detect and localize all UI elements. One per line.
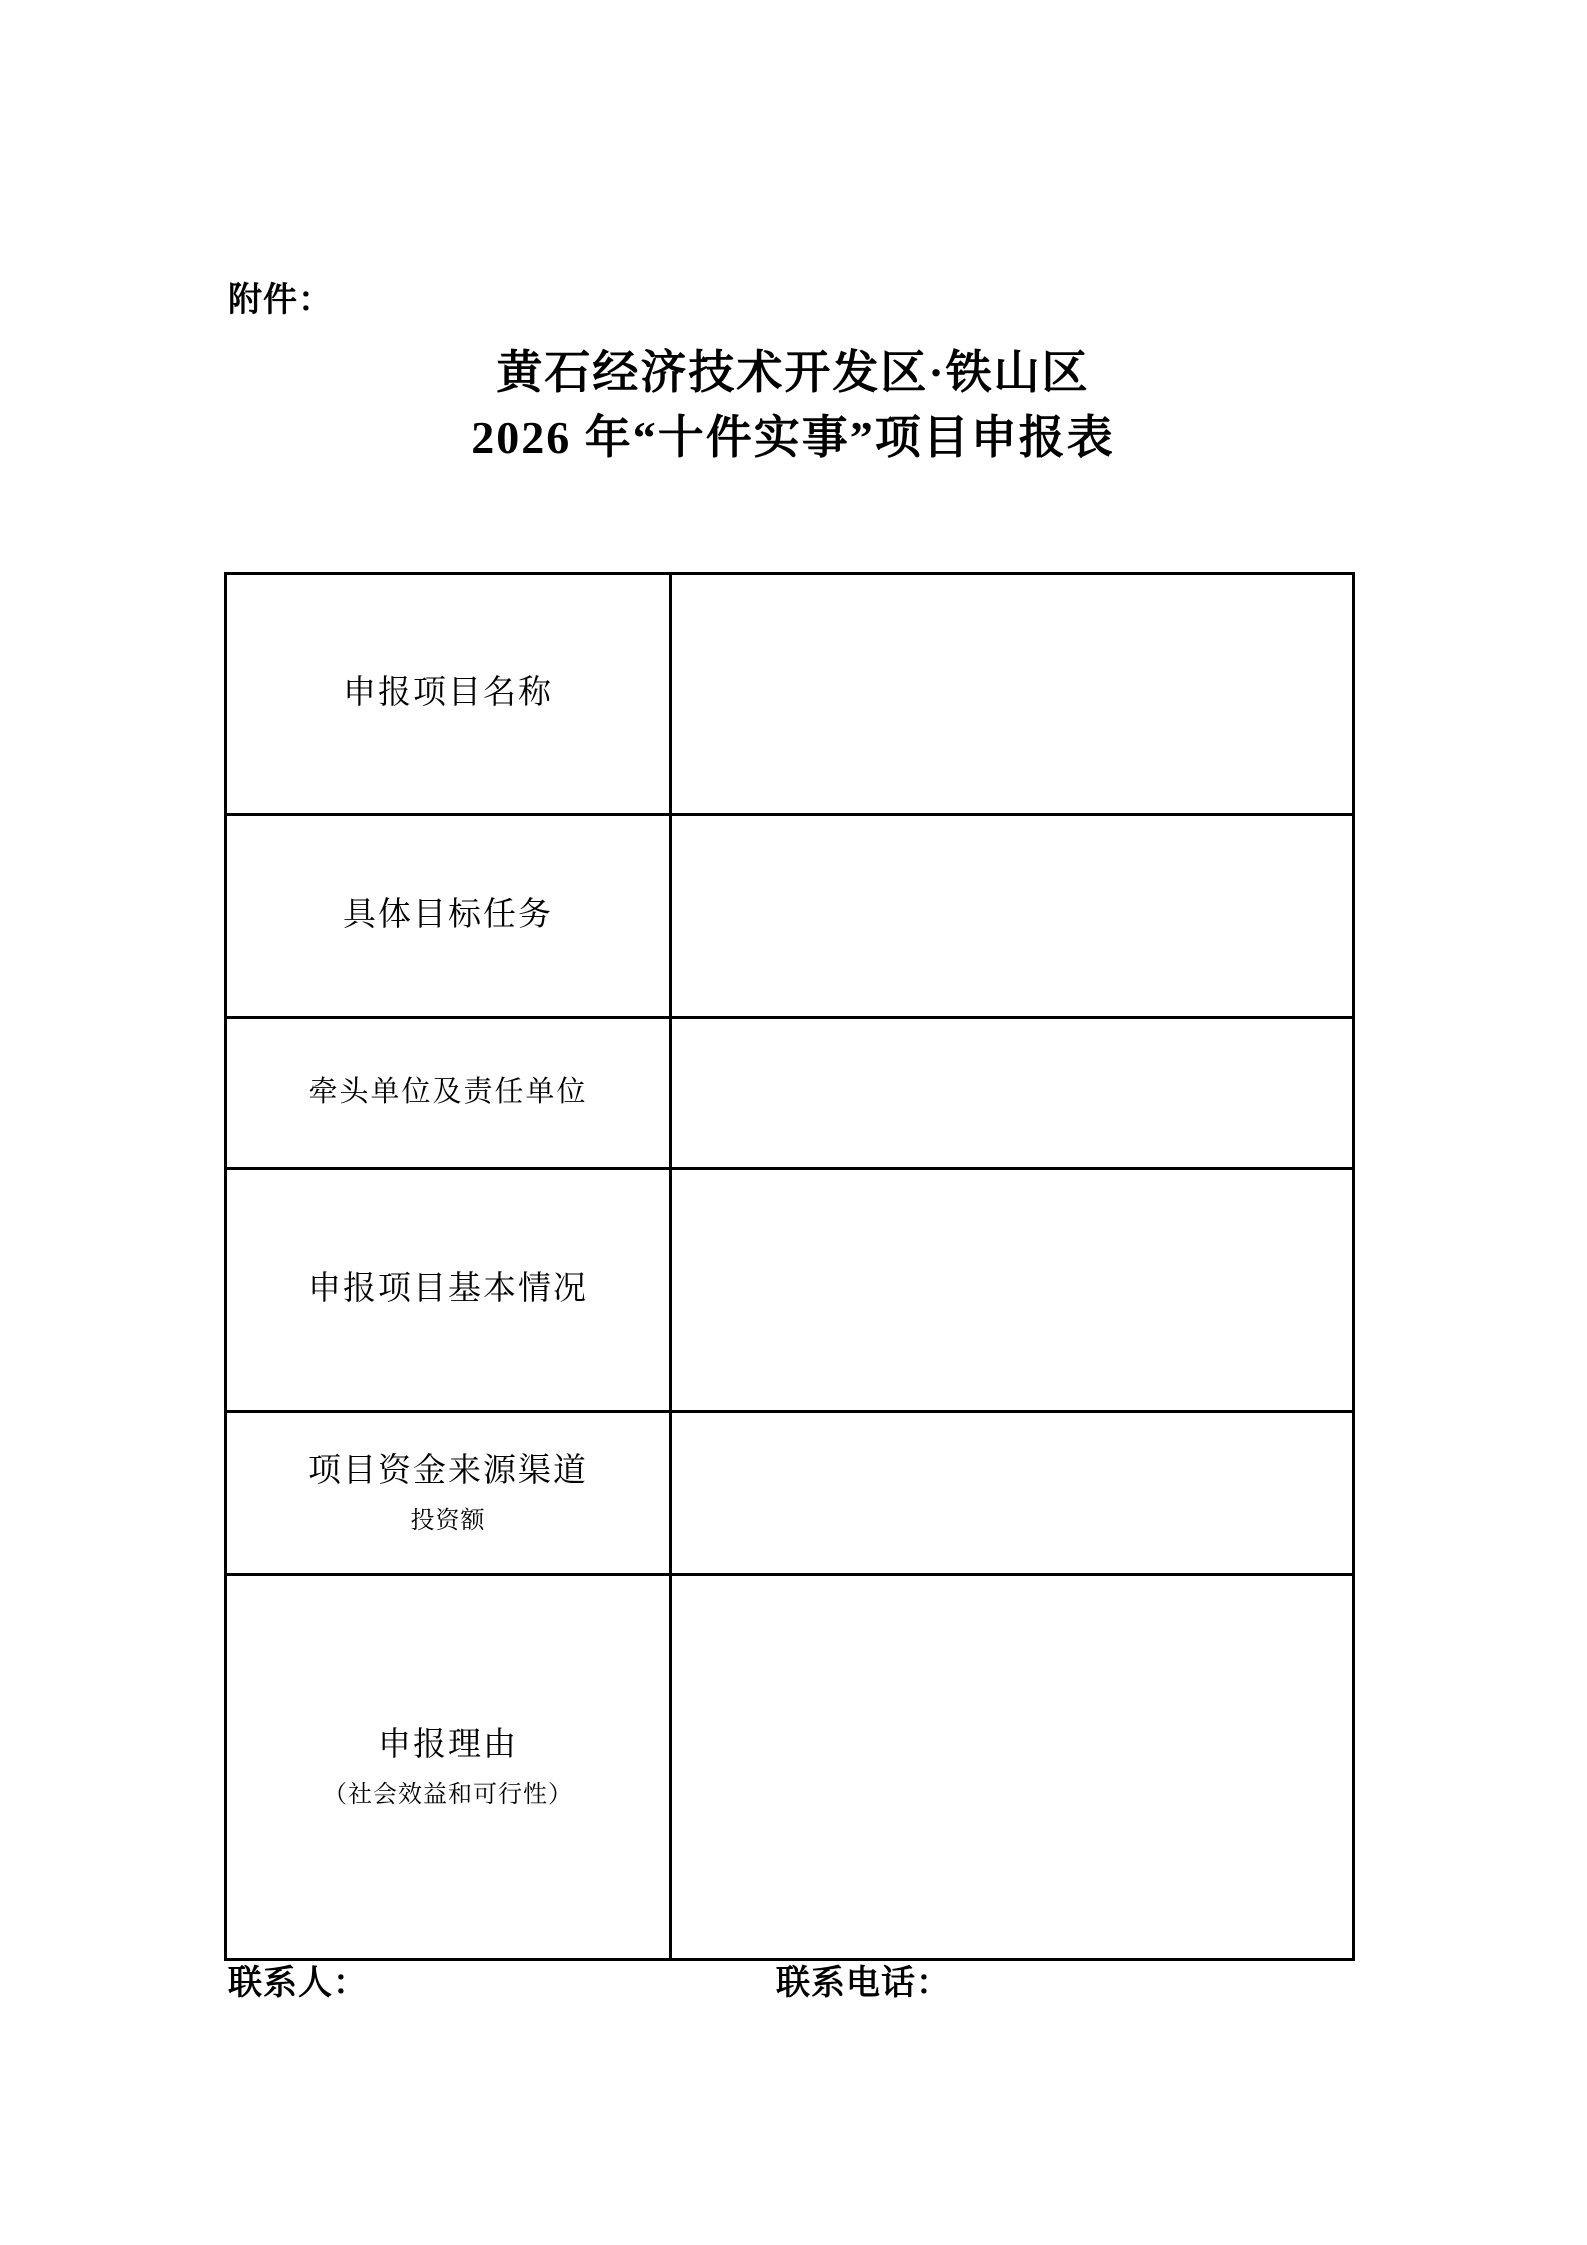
table-row (226, 1018, 1354, 1169)
table-row (226, 1169, 1354, 1412)
page-title (228, 340, 1358, 471)
field-input-lead-unit[interactable] (671, 1018, 1354, 1169)
field-label-application-reason (226, 1575, 671, 1960)
field-label-subtext: 投资额 (410, 1507, 486, 1534)
field-label-goal-task (226, 815, 671, 1018)
table-row (226, 1575, 1354, 1960)
field-label-text: 项目资金来源渠道 (308, 1453, 588, 1490)
application-form-table (224, 572, 1355, 1961)
page-title-line-2: 2026 年“十件实事”项目申报表 (471, 412, 1115, 464)
field-label-text: 申报项目名称 (343, 675, 553, 712)
field-label-lead-unit (226, 1018, 671, 1169)
field-label-text: 申报理由 (378, 1727, 518, 1764)
footer-contact-phone-label: 联系电话： (776, 1965, 951, 2002)
field-input-funding-source[interactable] (671, 1412, 1354, 1575)
table-row (226, 574, 1354, 815)
field-label-text: 申报项目基本情况 (308, 1271, 588, 1308)
field-input-application-reason[interactable] (671, 1575, 1354, 1960)
field-label-subtext: （社会效益和可行性） (323, 1781, 573, 1808)
field-label-text: 牵头单位及责任单位 (308, 1076, 588, 1109)
attachment-label: 附件： (228, 282, 333, 319)
field-input-goal-task[interactable] (671, 815, 1354, 1018)
field-input-project-name[interactable] (671, 574, 1354, 815)
page-title-line-1: 黄石经济技术开发区·铁山区 (496, 347, 1090, 398)
field-label-text: 具体目标任务 (343, 897, 553, 934)
field-label-funding-source (226, 1412, 671, 1575)
field-label-project-name (226, 574, 671, 815)
field-label-project-basics (226, 1169, 671, 1412)
field-input-project-basics[interactable] (671, 1169, 1354, 1412)
table-row (226, 815, 1354, 1018)
table-row (226, 1412, 1354, 1575)
footer-contact-person-label: 联系人： (228, 1965, 368, 2002)
